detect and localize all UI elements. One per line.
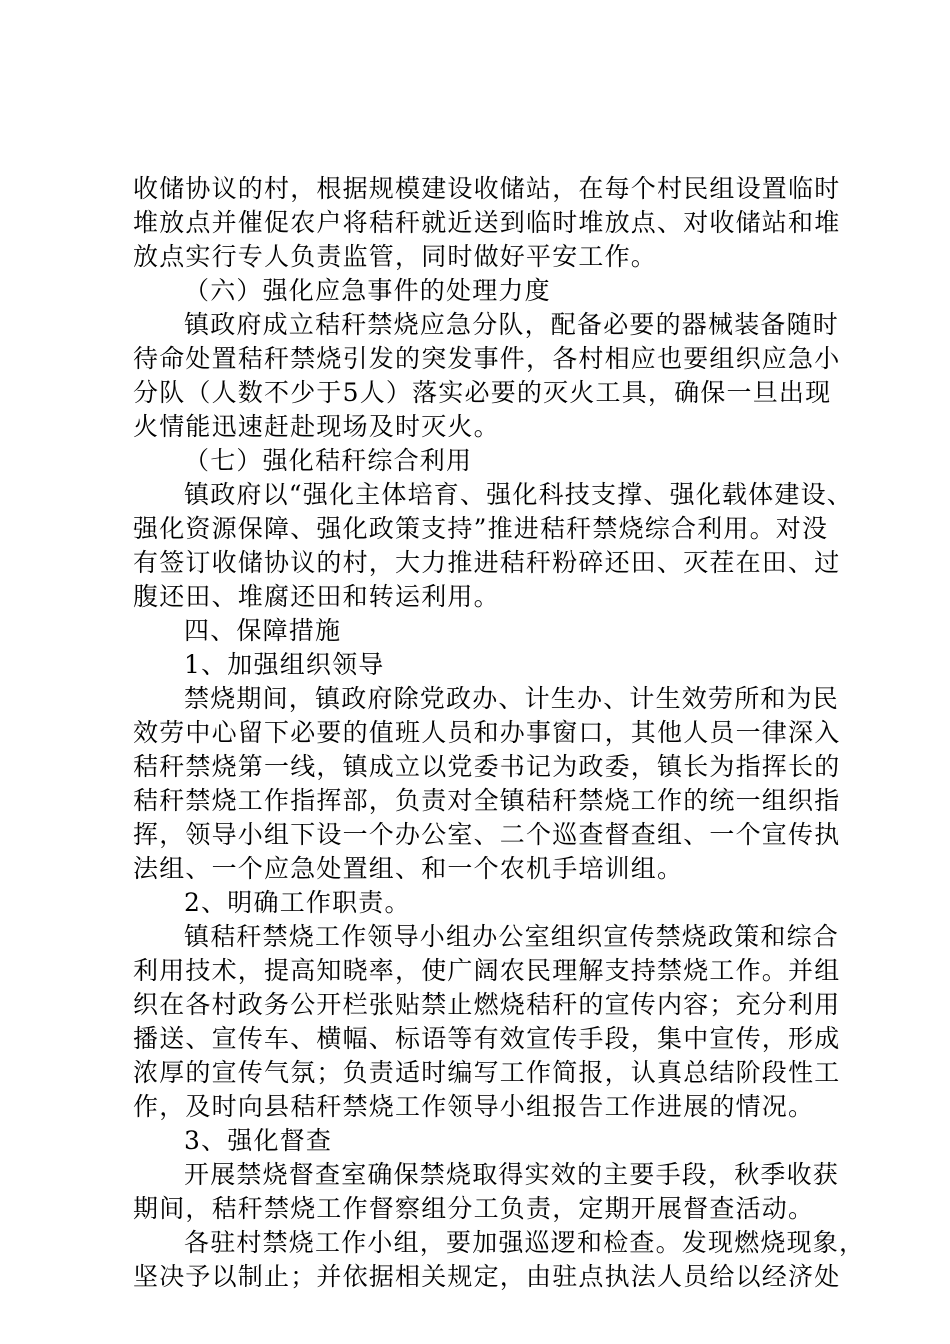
text-line: 分队（人数不少于5人）落实必要的灭火工具，确保一旦出现	[133, 378, 832, 407]
subsection-heading: 1、加强组织领导	[184, 650, 385, 679]
text-line: 利用技术，提高知晓率，使广阔农民理解支持禁烧工作。并组	[133, 956, 841, 985]
text-line: 法组、一个应急处置组、和一个农机手培训组。	[133, 854, 684, 883]
text-line: 秸秆禁烧第一线，镇成立以党委书记为政委，镇长为指挥长的	[133, 752, 841, 781]
subsection-heading: 3、强化督查	[184, 1126, 333, 1155]
text-line: 禁烧期间，镇政府除党政办、计生办、计生效劳所和为民	[184, 684, 840, 713]
text-line: 各驻村禁烧工作小组，要加强巡逻和检查。发现燃烧现象，	[184, 1228, 866, 1257]
section-heading: （六）强化应急事件的处理力度	[184, 276, 551, 305]
subsection-heading: 2、明确工作职责。	[184, 888, 411, 917]
text-line: 期间，秸秆禁烧工作督察组分工负责，定期开展督查活动。	[133, 1194, 815, 1223]
text-line: 火情能迅速赶赴现场及时灭火。	[133, 412, 500, 441]
section-heading: 四、保障措施	[184, 616, 342, 645]
text-line: 收储协议的村，根据规模建设收储站，在每个村民组设置临时	[133, 174, 841, 203]
text-line: 镇政府成立秸秆禁烧应急分队，配备必要的器械装备随时	[184, 310, 840, 339]
text-line: 腹还田、堆腐还田和转运利用。	[133, 582, 500, 611]
text-line: 开展禁烧督查室确保禁烧取得实效的主要手段，秋季收获	[184, 1160, 840, 1189]
text-line: 播送、宣传车、横幅、标语等有效宣传手段，集中宣传，形成	[133, 1024, 841, 1053]
text-line: 秸秆禁烧工作指挥部，负责对全镇秸秆禁烧工作的统一组织指	[133, 786, 841, 815]
section-heading: （七）强化秸秆综合利用	[184, 446, 473, 475]
text-line: 有签订收储协议的村，大力推进秸秆粉碎还田、灭茬在田、过	[133, 548, 841, 577]
text-line: 待命处置秸秆禁烧引发的突发事件，各村相应也要组织应急小	[133, 344, 841, 373]
text-line: 挥，领导小组下设一个办公室、二个巡查督查组、一个宣传执	[133, 820, 841, 849]
text-line: 镇政府以“强化主体培育、强化科技支撑、强化载体建设、	[184, 480, 853, 509]
text-line: 放点实行专人负责监管，同时做好平安工作。	[133, 242, 658, 271]
text-line: 作，及时向县秸秆禁烧工作领导小组报告工作进展的情况。	[133, 1092, 815, 1121]
text-line: 织在各村政务公开栏张贴禁止燃烧秸秆的宣传内容；充分利用	[133, 990, 841, 1019]
text-line: 坚决予以制止；并依据相关规定，由驻点执法人员给以经济处	[133, 1262, 841, 1291]
text-line: 堆放点并催促农户将秸秆就近送到临时堆放点、对收储站和堆	[133, 208, 841, 237]
text-line: 效劳中心留下必要的值班人员和办事窗口，其他人员一律深入	[133, 718, 841, 747]
text-line: 镇秸秆禁烧工作领导小组办公室组织宣传禁烧政策和综合	[184, 922, 840, 951]
text-line: 浓厚的宣传气氛；负责适时编写工作简报，认真总结阶段性工	[133, 1058, 841, 1087]
text-line: 强化资源保障、强化政策支持”推进秸秆禁烧综合利用。对没	[133, 514, 829, 543]
